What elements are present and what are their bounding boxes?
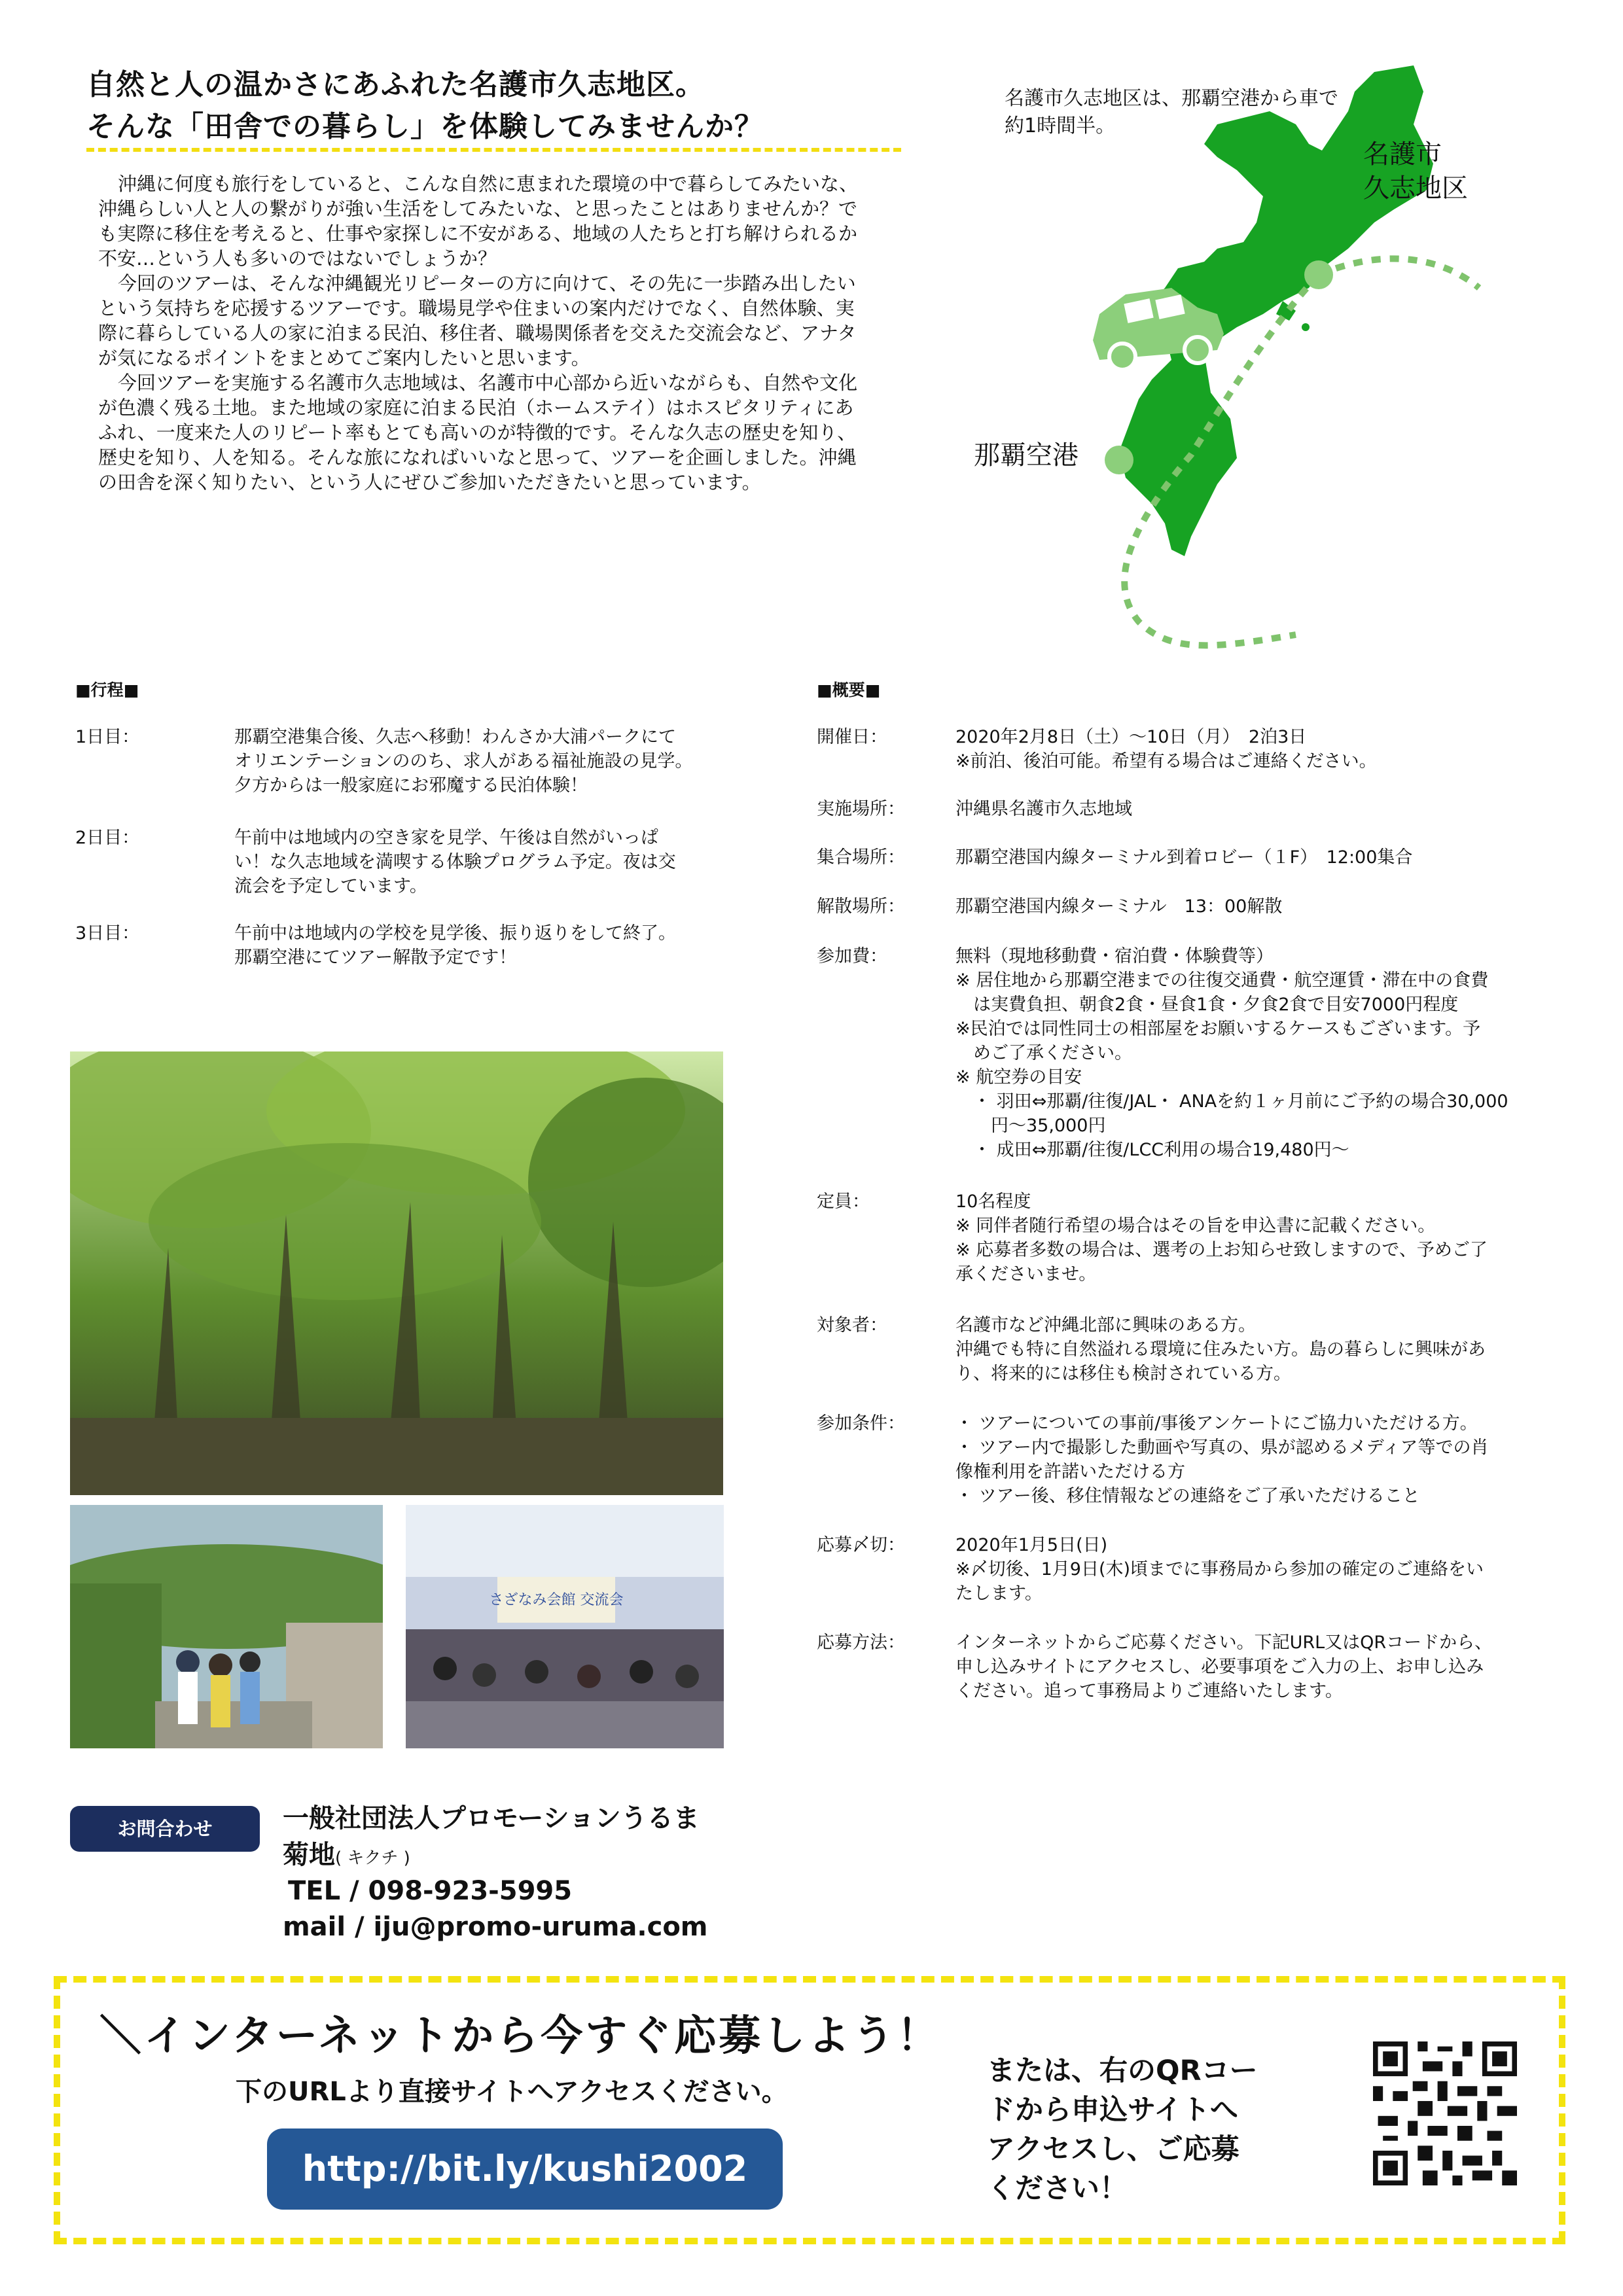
route-dotted-line (1319, 258, 1479, 288)
intro-text (98, 171, 870, 495)
apply-callout-subtext: 下のURLより直接サイトへアクセスください。 (236, 2077, 788, 2107)
nago-kushi-marker (1304, 260, 1333, 289)
map-caption-line-2: 約1時間半。 (1005, 115, 1116, 137)
qr-code-icon[interactable] (1373, 2041, 1517, 2185)
apply-callout-headline: ＼インターネットから今すぐ応募しよう！ (99, 2012, 942, 2060)
schedule-title: ■行程■ (75, 680, 139, 699)
walking-group-photo (70, 1505, 383, 1748)
intro-paragraph-2: 今回のツアーは、そんな沖縄観光リピーターの方に向けて、その先に一歩踏み出したいという気持ちを応援するツアーです。職場見学や住まいの案内だけでなく、自然体験、実際に暮らしている人の家に泊まる民泊、移住者、職場関係者を交えた交流会など、アナタが気になるポイントをまとめてご案内したいと思います。 (98, 272, 857, 369)
map-caption-line-1: 名護市久志地区は、那覇空港から車で (1005, 87, 1338, 110)
contact-person-kana: ( キクチ ) (335, 1848, 410, 1868)
map-label-naha-airport: 那覇空港 (974, 440, 1079, 470)
map-label-nago: 名護市 久志地区 (1363, 139, 1468, 203)
page-headline (86, 64, 931, 148)
exchange-party-photo (406, 1505, 724, 1748)
party-banner-text: さざなみ会館 交流会 (489, 1592, 624, 1608)
naha-airport-marker (1105, 446, 1133, 474)
contact-organization: 一般社団法人プロモーションうるま (283, 1803, 700, 1833)
headline-line-2: そんな「田舎での暮らし」を体験してみませんか？ (86, 110, 764, 143)
contact-badge: お問合わせ (70, 1806, 260, 1852)
contact-email[interactable]: mail / iju@promo-uruma.com (283, 1912, 708, 1942)
qr-instructions: または、右のQRコー ドから申込サイトへ アクセスし、ご応募 ください！ (987, 2055, 1258, 2205)
intro-paragraph-3: 今回ツアーを実施する名護市久志地域は、名護市中心部から近いながらも、自然や文化が色濃く残る土地。また地域の家庭に泊まる民泊（ホームステイ）はホスピタリティにあふれ、一度来た人のリピート率もとても高いのが特徴的です。そんな久志の歴史を知り、歴史を知り、人を知る。そんな旅になればいいなと思って、ツアーを企画しました。沖縄の田舎を深く知りたい、という人にぜひご参加いただきたいと思っています。 (98, 372, 858, 493)
overview-title: ■概要■ (817, 680, 881, 699)
contact-telephone[interactable]: TEL / 098-923-5995 (288, 1876, 573, 1906)
mangrove-forest-photo (70, 1051, 723, 1495)
intro-paragraph-1: 沖縄に何度も旅行をしていると、こんな自然に恵まれた環境の中で暮らしてみたいな、沖縄らしい人と人の繋がりが強い生活をしてみたいな、と思ったことはありませんか？でも実際に移住を考えると、仕事や家探しに不安がある、地域の人たちと打ち解けられるか不安…という人も多いのではないでしょうか？ (98, 173, 859, 270)
apply-url-button[interactable]: http://bit.ly/kushi2002 (267, 2128, 783, 2210)
contact-person: 菊地( キクチ ) (283, 1840, 410, 1870)
headline-underline (86, 148, 901, 152)
headline-line-1: 自然と人の温かさにあふれた名護市久志地区。 (86, 68, 705, 101)
